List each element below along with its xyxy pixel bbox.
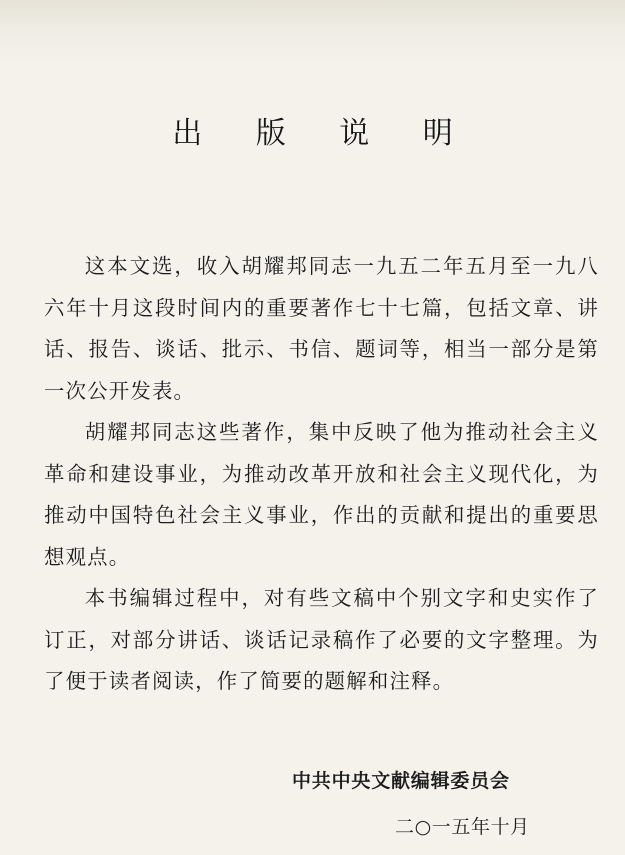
page-title: 出 版 说 明: [172, 116, 475, 151]
page-top-edge: [0, 0, 625, 28]
paragraph-3: 本书编辑过程中，对有些文稿中个别文字和史实作了订正，对部分讲话、谈话记录稿作了必要的文字整理。为了便于读者阅读，作了简要的题解和注释。: [44, 586, 599, 693]
document-body: [44, 246, 599, 703]
paragraph-2: 胡耀邦同志这些著作，集中反映了他为推动社会主义革命和建设事业，为推动改革开放和社会主义现代化，为推动中国特色社会主义事业，作出的贡献和提出的重要思想观点。: [44, 420, 599, 569]
paragraph-1: 这本文选，收入胡耀邦同志一九五二年五月至一九八六年十月这段时间内的重要著作七十七篇，包括文章、讲话、报告、谈话、批示、书信、题词等，相当一部分是第一次公开发表。: [44, 254, 599, 403]
signature-date: 二○一五年十月: [395, 816, 530, 838]
signature-organization: 中共中央文献编辑委员会: [292, 770, 510, 792]
